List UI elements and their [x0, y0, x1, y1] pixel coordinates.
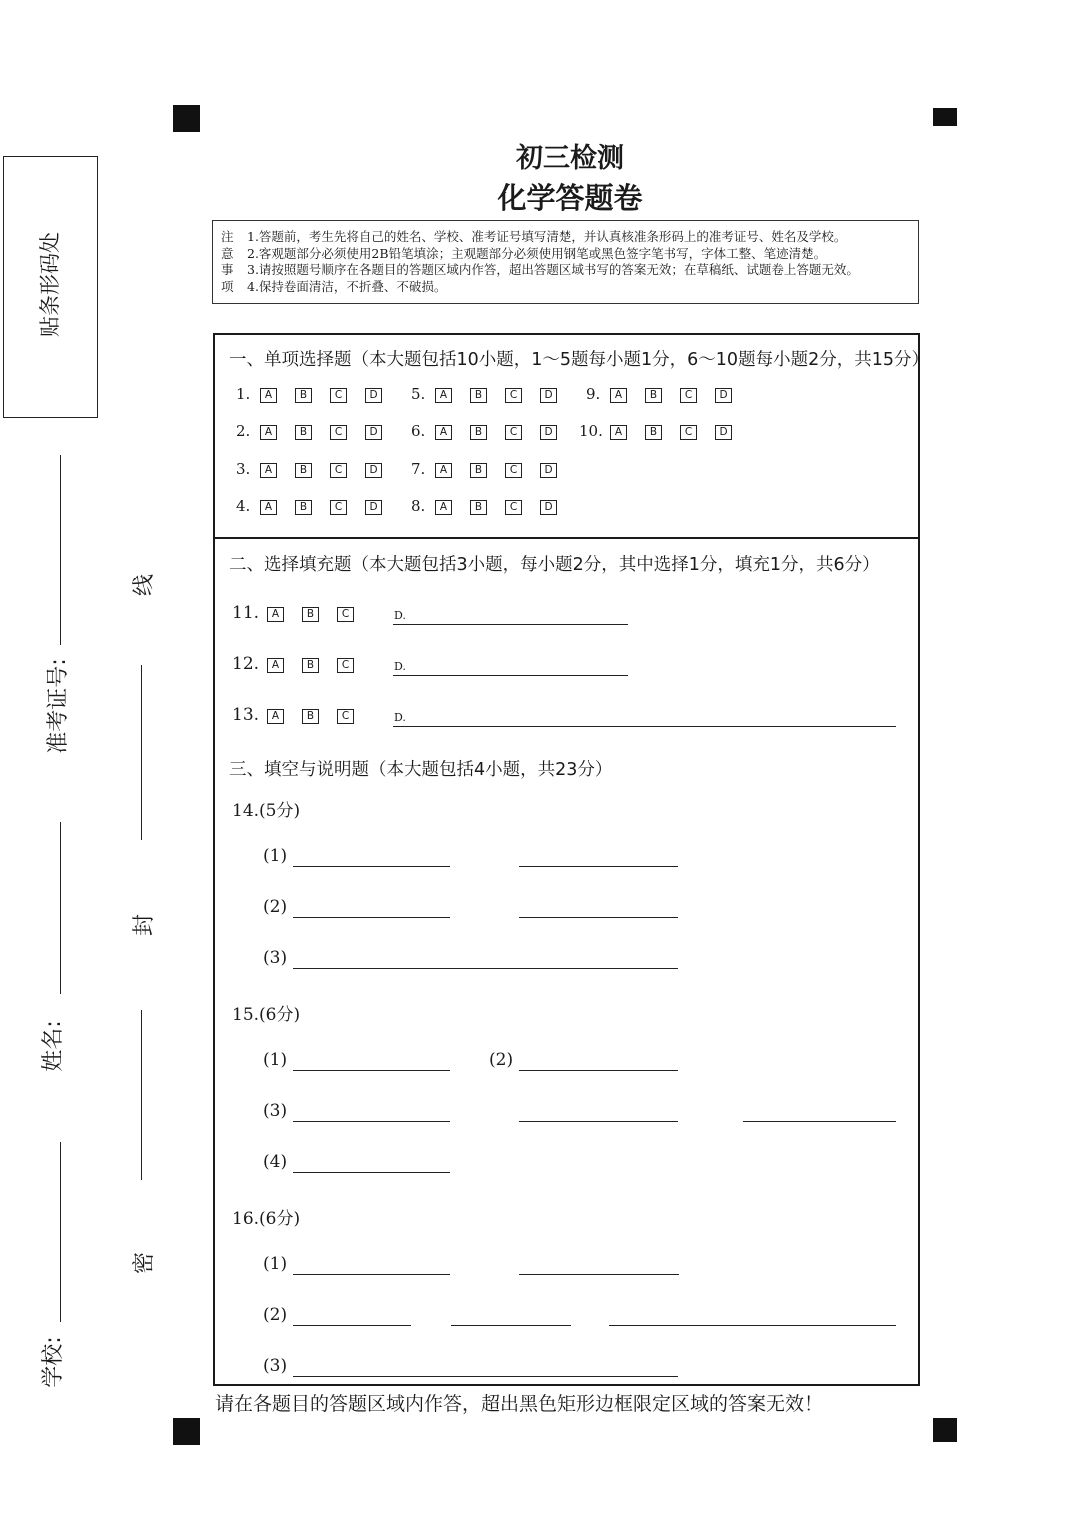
- name-line: [60, 1142, 61, 1322]
- question-number: 3.: [236, 460, 251, 478]
- option-bubble[interactable]: B: [302, 658, 319, 673]
- question-15-label: 15.(6分): [232, 1005, 301, 1025]
- note-item: 1.答题前，考生先将自己的姓名、学校、准考证号填写清楚，并认真核准条形码上的准考证号、姓名及学校。: [247, 229, 847, 244]
- answer-line[interactable]: [393, 624, 628, 625]
- question-number: 13.: [232, 705, 260, 725]
- option-bubble[interactable]: B: [295, 500, 312, 515]
- question-number: 6.: [411, 422, 426, 440]
- registration-mark-bottom-right: [933, 1418, 957, 1442]
- q16-sub-3: (3): [263, 1356, 288, 1376]
- q14-sub-3: (3): [263, 948, 288, 968]
- fill-label: D.: [394, 711, 406, 724]
- section1-title: 一、单项选择题（本大题包括10小题，1～5题每小题1分，6～10题每小题2分，共15分）: [229, 350, 929, 370]
- question-number: 10.: [579, 422, 603, 440]
- question-number: 5.: [411, 385, 426, 403]
- answer-line[interactable]: [293, 1274, 450, 1275]
- question-number: 2.: [236, 422, 251, 440]
- question-number: 4.: [236, 497, 251, 515]
- answer-line[interactable]: [519, 1274, 679, 1275]
- answer-frame: [213, 333, 920, 1386]
- answer-line[interactable]: [293, 917, 450, 918]
- school-label: 学校:: [41, 1336, 66, 1388]
- registration-mark-bottom-left: [173, 1418, 200, 1445]
- seal-char-seal: 封: [132, 914, 157, 937]
- q16-sub-1: (1): [263, 1254, 288, 1274]
- option-bubble[interactable]: C: [337, 709, 354, 724]
- answer-line[interactable]: [293, 866, 450, 867]
- option-bubble[interactable]: C: [337, 658, 354, 673]
- registration-mark-top-right: [933, 108, 957, 126]
- option-bubble[interactable]: C: [330, 463, 347, 478]
- option-bubble[interactable]: D: [715, 425, 732, 440]
- question-number: 11.: [232, 603, 260, 623]
- option-bubble[interactable]: A: [267, 607, 284, 622]
- option-bubble[interactable]: C: [505, 388, 522, 403]
- option-bubble[interactable]: B: [470, 463, 487, 478]
- option-bubble[interactable]: D: [540, 425, 557, 440]
- option-bubble[interactable]: B: [645, 388, 662, 403]
- option-bubble[interactable]: A: [435, 388, 452, 403]
- option-bubble[interactable]: B: [295, 425, 312, 440]
- question-number: 7.: [411, 460, 426, 478]
- question-number: 12.: [232, 654, 260, 674]
- answer-line[interactable]: [293, 1325, 411, 1326]
- registration-mark-top-left: [173, 105, 200, 132]
- question-number: 1.: [236, 385, 251, 403]
- answer-line[interactable]: [519, 1070, 678, 1071]
- notes-label-char: 意: [221, 245, 234, 261]
- option-bubble[interactable]: C: [330, 388, 347, 403]
- option-bubble[interactable]: C: [330, 425, 347, 440]
- notes-label-char: 项: [221, 278, 234, 294]
- option-bubble[interactable]: B: [470, 388, 487, 403]
- option-bubble[interactable]: B: [470, 500, 487, 515]
- option-bubble[interactable]: C: [680, 425, 697, 440]
- answer-line[interactable]: [293, 1121, 450, 1122]
- option-bubble[interactable]: A: [435, 500, 452, 515]
- answer-line[interactable]: [293, 1070, 450, 1071]
- option-bubble[interactable]: D: [365, 463, 382, 478]
- exam-id-line: [60, 455, 61, 645]
- option-bubble[interactable]: C: [505, 500, 522, 515]
- fill-label: D.: [394, 660, 406, 673]
- option-bubble[interactable]: D: [540, 500, 557, 515]
- option-bubble[interactable]: A: [267, 658, 284, 673]
- option-bubble[interactable]: B: [645, 425, 662, 440]
- q15-sub-3: (3): [263, 1101, 288, 1121]
- option-bubble[interactable]: A: [610, 388, 627, 403]
- seal-char-line: 线: [132, 574, 157, 597]
- answer-line[interactable]: [451, 1325, 571, 1326]
- section3-title: 三、填空与说明题（本大题包括4小题，共23分）: [229, 760, 613, 780]
- answer-line[interactable]: [393, 726, 896, 727]
- note-item: 3.请按照题号顺序在各题目的答题区域内作答，超出答题区域书写的答案无效；在草稿纸、试题卷上答题无效。: [247, 262, 859, 277]
- question-16-label: 16.(6分): [232, 1209, 301, 1229]
- answer-line[interactable]: [293, 1376, 678, 1377]
- seal-line-1: [141, 665, 142, 840]
- fill-label: D.: [394, 609, 406, 622]
- option-bubble[interactable]: B: [470, 425, 487, 440]
- option-bubble[interactable]: D: [715, 388, 732, 403]
- notes-label-char: 事: [221, 262, 234, 277]
- option-bubble[interactable]: A: [260, 388, 277, 403]
- option-bubble[interactable]: A: [260, 425, 277, 440]
- notes-label: [221, 229, 237, 295]
- note-item: 4.保持卷面清洁，不折叠、不破损。: [247, 278, 447, 294]
- page-title: 初三检测: [516, 143, 624, 174]
- option-bubble[interactable]: C: [505, 425, 522, 440]
- section2-title: 二、选择填充题（本大题包括3小题，每小题2分，其中选择1分，填充1分，共6分）: [229, 555, 880, 575]
- option-bubble[interactable]: A: [260, 463, 277, 478]
- answer-line[interactable]: [743, 1121, 896, 1122]
- exam-id-line-lower: [60, 822, 61, 994]
- option-bubble[interactable]: A: [435, 425, 452, 440]
- seal-char-secret: 密: [132, 1252, 157, 1275]
- option-bubble[interactable]: D: [540, 388, 557, 403]
- q14-sub-2: (2): [263, 897, 288, 917]
- option-bubble[interactable]: B: [302, 607, 319, 622]
- note-item: 2.客观题部分必须使用2B铅笔填涂；主观题部分必须使用钢笔或黑色签字笔书写，字体工整、笔迹清楚。: [247, 245, 827, 261]
- notes-box: [212, 220, 919, 304]
- option-bubble[interactable]: A: [435, 463, 452, 478]
- question-number: 9.: [586, 385, 601, 403]
- option-bubble[interactable]: A: [610, 425, 627, 440]
- option-bubble[interactable]: C: [337, 607, 354, 622]
- answer-line[interactable]: [519, 1121, 678, 1122]
- option-bubble[interactable]: C: [505, 463, 522, 478]
- seal-line-2: [141, 1010, 142, 1180]
- q16-sub-2: (2): [263, 1305, 288, 1325]
- option-bubble[interactable]: C: [680, 388, 697, 403]
- answer-line[interactable]: [293, 1172, 450, 1173]
- option-bubble[interactable]: B: [295, 463, 312, 478]
- option-bubble[interactable]: D: [365, 500, 382, 515]
- option-bubble[interactable]: A: [260, 500, 277, 515]
- answer-line[interactable]: [519, 917, 678, 918]
- section-divider: [213, 537, 920, 539]
- option-bubble[interactable]: D: [540, 463, 557, 478]
- question-number: 8.: [411, 497, 426, 515]
- q14-sub-1: (1): [263, 846, 288, 866]
- option-bubble[interactable]: D: [365, 425, 382, 440]
- answer-line[interactable]: [393, 675, 628, 676]
- notes-label-char: 注: [221, 229, 234, 244]
- option-bubble[interactable]: B: [295, 388, 312, 403]
- option-bubble[interactable]: C: [330, 500, 347, 515]
- name-label: 姓名:: [41, 1020, 66, 1072]
- page-subtitle: 化学答题卷: [497, 181, 643, 215]
- barcode-area-label: 贴条形码处: [38, 232, 62, 337]
- question-14-label: 14.(5分): [232, 801, 301, 821]
- footer-warning: 请在各题目的答题区域内作答，超出黑色矩形边框限定区域的答案无效！: [215, 1393, 824, 1415]
- q15-sub-4: (4): [263, 1152, 288, 1172]
- q15-sub-2: (2): [489, 1050, 514, 1070]
- exam-id-label: 准考证号:: [46, 658, 71, 754]
- option-bubble[interactable]: A: [267, 709, 284, 724]
- option-bubble[interactable]: B: [302, 709, 319, 724]
- answer-line[interactable]: [519, 866, 678, 867]
- option-bubble[interactable]: D: [365, 388, 382, 403]
- answer-line[interactable]: [293, 968, 678, 969]
- q15-sub-1: (1): [263, 1050, 288, 1070]
- answer-line[interactable]: [609, 1325, 896, 1326]
